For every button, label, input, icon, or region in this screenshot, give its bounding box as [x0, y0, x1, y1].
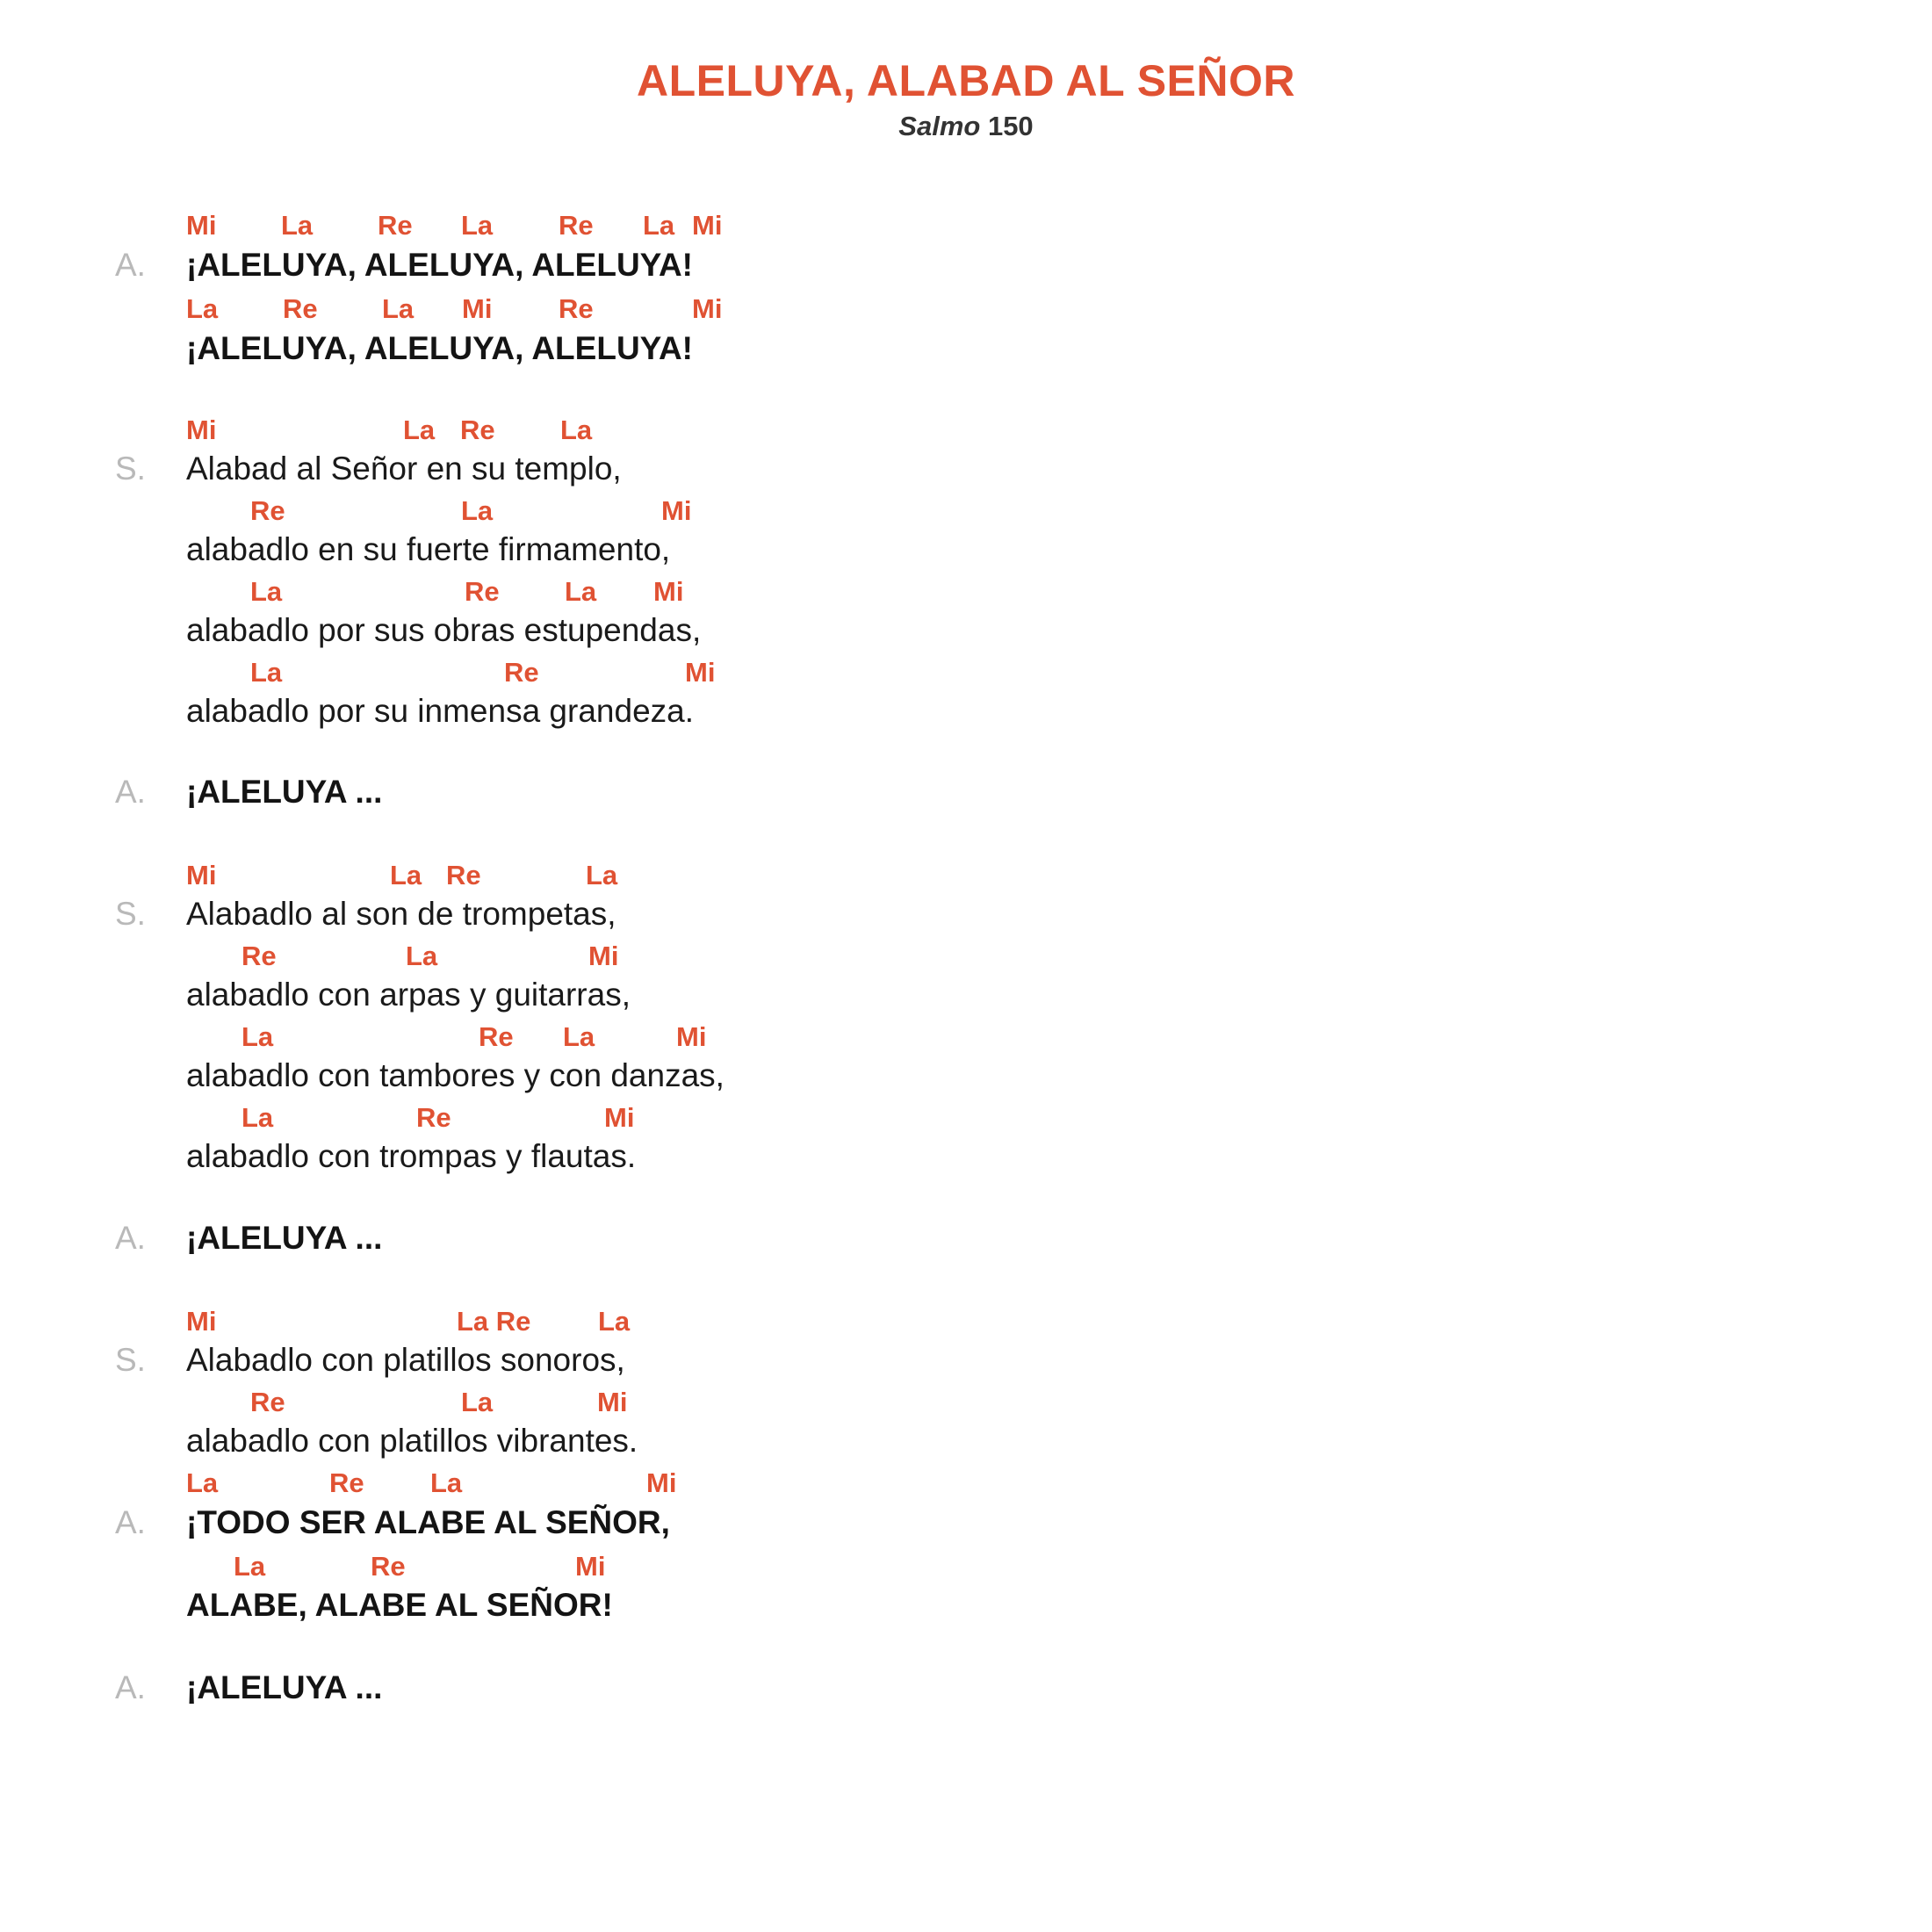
chord: Mi — [575, 1551, 606, 1582]
chord: La — [403, 415, 436, 445]
chord: Mi — [597, 1387, 628, 1417]
chord: Mi — [186, 415, 217, 445]
lyric-line: alabadlo en su fuerte firmamento, — [186, 531, 671, 567]
lyric-line: Alabad al Señor en su templo, — [186, 451, 622, 487]
chord: Mi — [692, 210, 723, 241]
chord: Re — [479, 1021, 514, 1052]
chord: La — [390, 860, 422, 890]
chord: La — [406, 941, 438, 971]
chord: Mi — [186, 860, 217, 890]
subtitle-psalm-number: 150 — [987, 111, 1034, 141]
lyric-line: ¡ALELUYA ... — [186, 1669, 383, 1705]
chord: Re — [559, 210, 594, 241]
chord: La — [643, 210, 675, 241]
chord: Re — [250, 495, 285, 526]
chord: La — [186, 293, 219, 324]
chord: Re — [504, 657, 539, 688]
chord: La — [242, 1102, 274, 1133]
lyric-line: ¡ALELUYA, ALELUYA, ALELUYA! — [186, 247, 693, 283]
chord: La — [461, 495, 494, 526]
antiphon-marker: A. — [115, 1220, 146, 1256]
chord: Mi — [685, 657, 716, 688]
chord: Mi — [588, 941, 619, 971]
chord: Re — [250, 1387, 285, 1417]
chord: La — [598, 1306, 631, 1337]
antiphon-marker: A. — [115, 247, 146, 283]
chord: La — [186, 1467, 219, 1498]
chord: Re — [378, 210, 413, 241]
chord: Mi — [646, 1467, 677, 1498]
lyric-line: alabadlo con arpas y guitarras, — [186, 977, 631, 1013]
chord: Mi — [661, 495, 692, 526]
lyric-line: alabadlo por su inmensa grandeza. — [186, 693, 694, 729]
lyric-line: ¡ALELUYA ... — [186, 774, 383, 810]
subtitle-psalm-label: Salmo — [898, 111, 981, 141]
lyric-line: ALABE, ALABE AL SEÑOR! — [186, 1587, 613, 1623]
soloist-marker: S. — [115, 1342, 146, 1378]
chord: Re — [465, 576, 500, 607]
chord: La — [250, 657, 283, 688]
chord: La — [281, 210, 314, 241]
chord: Re — [559, 293, 594, 324]
lyric-line: Alabadlo con platillos sonoros, — [186, 1342, 625, 1378]
lyric-line: Alabadlo al son de trompetas, — [186, 896, 616, 932]
song-title: ALELUYA, ALABAD AL SEÑOR — [636, 56, 1295, 105]
chord: La — [586, 860, 618, 890]
chord: Re — [283, 293, 318, 324]
lyric-line: alabadlo con tambores y con danzas, — [186, 1057, 724, 1093]
chord: Re — [329, 1467, 364, 1498]
antiphon-marker: A. — [115, 774, 146, 810]
chord: La — [461, 1387, 494, 1417]
chord: Mi — [676, 1021, 707, 1052]
lyric-line: alabadlo con platillos vibrantes. — [186, 1423, 638, 1459]
chord: Mi — [186, 1306, 217, 1337]
lyric-line: ¡ALELUYA, ALELUYA, ALELUYA! — [186, 330, 693, 366]
soloist-marker: S. — [115, 451, 146, 487]
chord: Re — [242, 941, 277, 971]
chord: La — [565, 576, 597, 607]
chord: Mi — [186, 210, 217, 241]
chord: Re — [371, 1551, 406, 1582]
lyric-line: alabadlo con trompas y flautas. — [186, 1138, 637, 1174]
song-subtitle — [0, 109, 1932, 144]
chord: Mi — [653, 576, 684, 607]
song-header — [0, 54, 1932, 144]
chord: Mi — [604, 1102, 635, 1133]
chord: Re — [416, 1102, 451, 1133]
chord: Re — [446, 860, 481, 890]
lyric-line: ¡ALELUYA ... — [186, 1220, 383, 1256]
soloist-marker: S. — [115, 896, 146, 932]
chord: Mi — [462, 293, 493, 324]
chord: La — [563, 1021, 595, 1052]
chord: La — [560, 415, 593, 445]
antiphon-marker: A. — [115, 1504, 146, 1540]
chord: La — [234, 1551, 266, 1582]
lyric-line: ¡TODO SER ALABE AL SEÑOR, — [186, 1504, 670, 1540]
chord: La — [250, 576, 283, 607]
chord: Re — [460, 415, 495, 445]
chord: Mi — [692, 293, 723, 324]
chord: La — [430, 1467, 463, 1498]
lyric-line: alabadlo por sus obras estupendas, — [186, 612, 702, 648]
chord: La — [382, 293, 415, 324]
chord: La — [461, 210, 494, 241]
chord: La — [242, 1021, 274, 1052]
chord: La Re — [457, 1306, 531, 1337]
antiphon-marker: A. — [115, 1669, 146, 1705]
